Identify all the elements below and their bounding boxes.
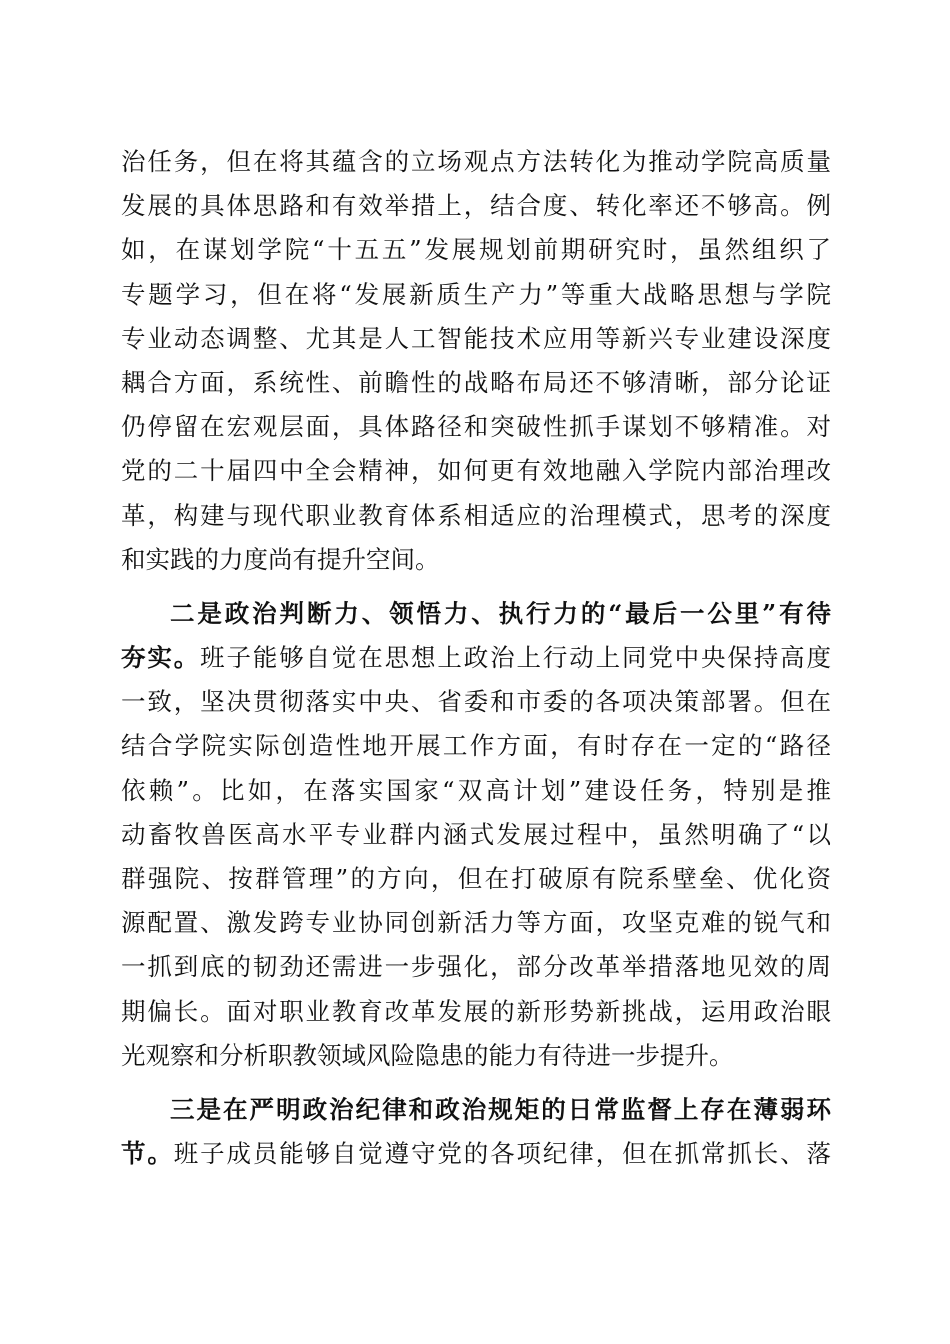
text-line: 专业动态调整、尤其是人工智能技术应用等新兴专业建设深度 bbox=[121, 323, 831, 353]
text-line: 一致，坚决贯彻落实中央、省委和市委的各项决策部署。但在 bbox=[121, 687, 831, 717]
paragraph-heading-end: 节。 bbox=[121, 1139, 174, 1169]
text-line: 党的二十届四中全会精神，如何更有效地融入学院内部治理改 bbox=[121, 456, 831, 486]
text-line: 发展的具体思路和有效举措上，结合度、转化率还不够高。例 bbox=[121, 191, 831, 221]
paragraph-2 bbox=[121, 592, 831, 1078]
paragraph-3 bbox=[121, 1088, 831, 1176]
text-line: 依赖”。比如，在落实国家“双高计划”建设任务，特别是推 bbox=[121, 775, 831, 805]
text-line: 和实践的力度尚有提升空间。 bbox=[121, 544, 440, 574]
text-line: 耦合方面，系统性、前瞻性的战略布局还不够清晰，部分论证 bbox=[121, 367, 831, 397]
text-line: 革，构建与现代职业教育体系相适应的治理模式，思考的深度 bbox=[121, 500, 831, 530]
paragraph-heading: 三是在严明政治纪律和政治规矩的日常监督上存在薄弱环 bbox=[170, 1094, 831, 1124]
text-line: 光观察和分析职教领域风险隐患的能力有待进一步提升。 bbox=[121, 1040, 734, 1070]
text-segment: 班子成员能够自觉遵守党的各项纪律，但在抓常抓长、落 bbox=[173, 1139, 832, 1169]
paragraph-heading: 二是政治判断力、领悟力、执行力的“最后一公里”有待 bbox=[170, 598, 831, 628]
paragraph-1 bbox=[121, 140, 831, 582]
paragraph-heading-end: 夯实。 bbox=[121, 643, 201, 673]
text-line bbox=[121, 636, 831, 680]
text-line: 治任务，但在将其蕴含的立场观点方法转化为推动学院高质量 bbox=[121, 147, 831, 176]
text-segment: 班子能够自觉在思想上政治上行动上同党中央保持高度 bbox=[200, 643, 832, 673]
text-line: 源配置、激发跨专业协同创新活力等方面，攻坚克难的锐气和 bbox=[121, 908, 831, 938]
text-line: 专题学习，但在将“发展新质生产力”等重大战略思想与学院 bbox=[121, 279, 831, 309]
text-line: 如，在谋划学院“十五五”发展规划前期研究时，虽然组织了 bbox=[121, 235, 831, 265]
text-line: 期偏长。面对职业教育改革发展的新形势新挑战，运用政治眼 bbox=[121, 996, 831, 1026]
text-line: 一抓到底的韧劲还需进一步强化，部分改革举措落地见效的周 bbox=[121, 952, 831, 982]
document-body bbox=[121, 140, 831, 1176]
text-line: 动畜牧兽医高水平专业群内涵式发展过程中，虽然明确了“以 bbox=[121, 819, 831, 849]
text-line bbox=[121, 1132, 831, 1176]
text-line: 仍停留在宏观层面，具体路径和突破性抓手谋划不够精准。对 bbox=[121, 412, 831, 442]
text-line: 结合学院实际创造性地开展工作方面，有时存在一定的“路径 bbox=[121, 731, 831, 761]
text-line: 群强院、按群管理”的方向，但在打破原有院系壁垒、优化资 bbox=[121, 864, 831, 893]
